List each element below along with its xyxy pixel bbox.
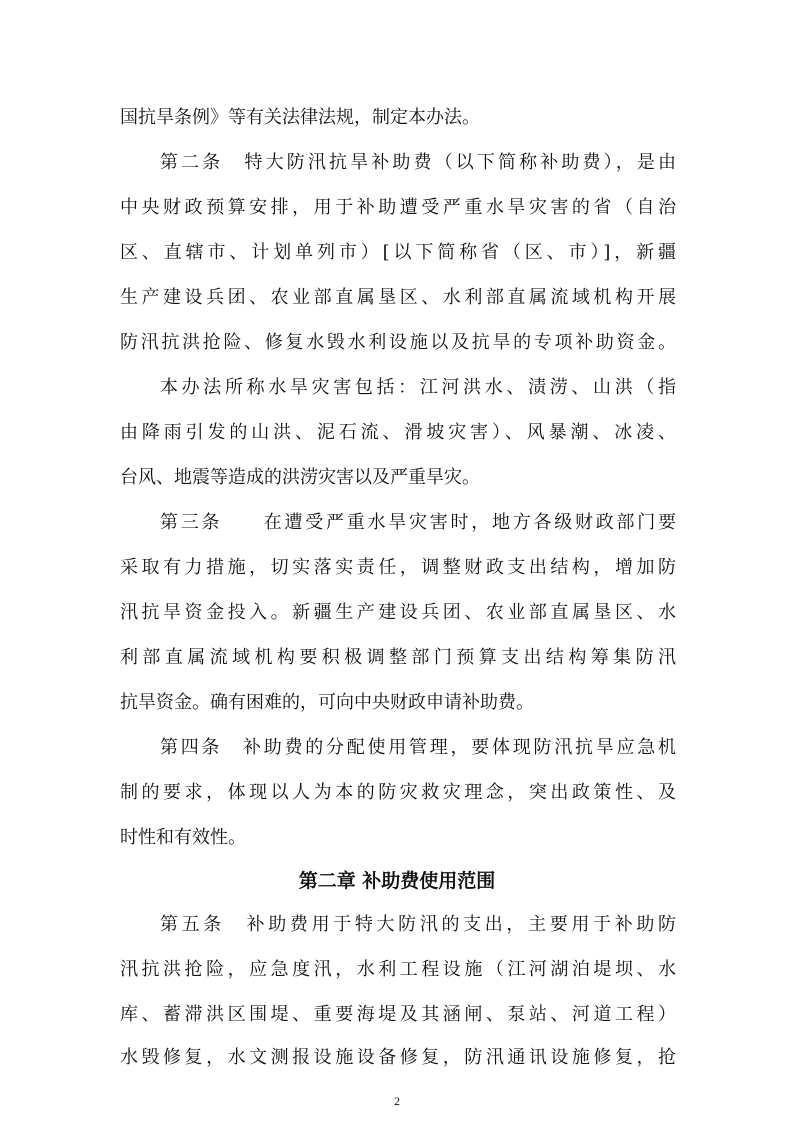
text-line: 区、直辖市、计划单列市）[以下简称省（区、市）]，新疆: [120, 242, 676, 263]
text-line: 水毁修复，水文测报设施设备修复，防汛通讯设施修复，抢: [120, 1047, 676, 1068]
text-line: 抗旱资金。确有困难的，可向中央财政申请补助费。: [120, 692, 534, 713]
article-4-line: 第四条 补助费的分配使用管理，要体现防汛抗旱应急机: [160, 737, 676, 758]
page-number: 2: [394, 1094, 400, 1108]
paragraph-start-line: 本办法所称水旱灾害包括：江河洪水、渍涝、山洪（指: [160, 377, 676, 398]
article-3-line: 第三条 在遭受严重水旱灾害时，地方各级财政部门要: [160, 512, 676, 533]
chapter-heading: 第二章 补助费使用范围: [298, 870, 496, 892]
text-line: 生产建设兵团、农业部直属垦区、水利部直属流域机构开展: [120, 287, 676, 308]
text-line: 汛抗旱资金投入。新疆生产建设兵团、农业部直属垦区、水: [120, 602, 676, 623]
text-line: 防汛抗洪抢险、修复水毁水利设施以及抗旱的专项补助资金。: [120, 332, 676, 353]
text-line: 库、蓄滞洪区围堤、重要海堤及其涵闸、泵站、河道工程）: [120, 1004, 676, 1025]
text-line: 制的要求，体现以人为本的防灾救灾理念，突出政策性、及: [120, 782, 676, 803]
text-line: 时性和有效性。: [120, 827, 246, 848]
text-line: 由降雨引发的山洪、泥石流、滑坡灾害）、风暴潮、冰凌、: [120, 422, 676, 443]
article-5-line: 第五条 补助费用于特大防汛的支出，主要用于补助防: [160, 914, 676, 935]
text-line: 采取有力措施，切实落实责任，调整财政支出结构，增加防: [120, 557, 676, 578]
text-line: 台风、地震等造成的洪涝灾害以及严重旱灾。: [120, 467, 480, 488]
article-2-line: 第二条 特大防汛抗旱补助费（以下简称补助费），是由: [160, 152, 676, 173]
text-line: 汛抗洪抢险，应急度汛，水利工程设施（江河湖泊堤坝、水: [120, 959, 676, 980]
text-line: 国抗旱条例》等有关法律法规，制定本办法。: [120, 107, 480, 128]
text-line: 中央财政预算安排，用于补助遭受严重水旱灾害的省（自治: [120, 197, 676, 218]
text-line: 利部直属流域机构要积极调整部门预算支出结构筹集防汛: [120, 647, 676, 668]
